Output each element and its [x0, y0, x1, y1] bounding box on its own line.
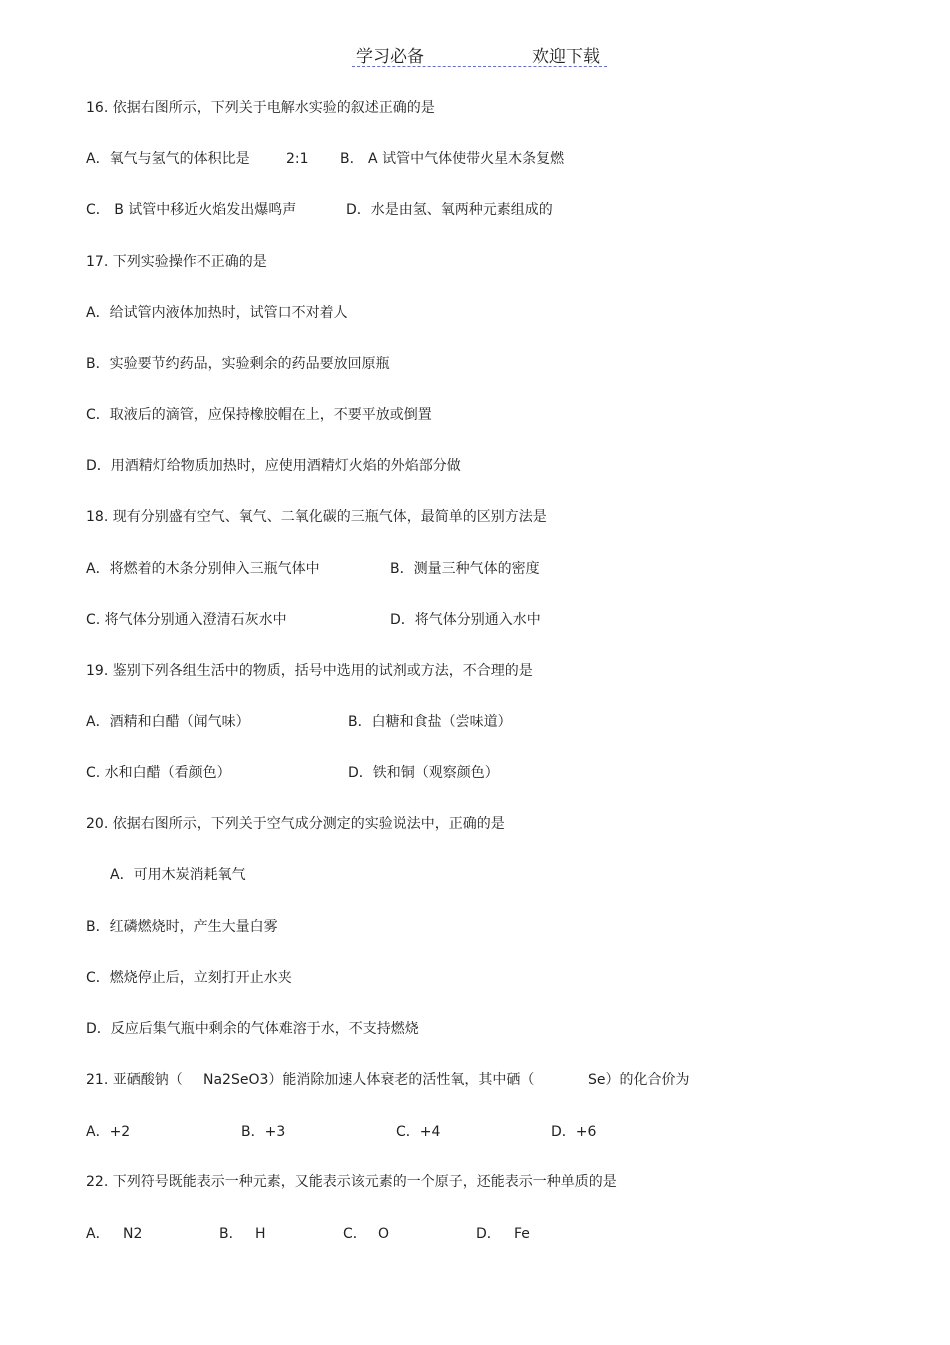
q21-option-a: A．+2	[86, 1124, 131, 1140]
q21-text-part3: Se）的化合价为	[588, 1072, 690, 1088]
q18-option-b: B．测量三种气体的密度	[390, 561, 540, 577]
question-18: 18. 现有分别盛有空气、氧气、二氧化碳的三瓶气体，最简单的区别方法是	[86, 509, 547, 525]
q16-option-a: A．氧气与氢气的体积比是	[86, 151, 250, 167]
q16-option-c: C． B 试管中移近火焰发出爆鸣声	[86, 202, 297, 218]
q19-option-c: C. 水和白醋（看颜色）	[86, 765, 231, 781]
page-header	[352, 40, 607, 67]
q22-option-c-value: O	[378, 1226, 390, 1242]
q20-option-c: C．燃烧停止后，立刻打开止水夹	[86, 970, 292, 986]
q21-text-part1: 21. 亚硒酸钠（	[86, 1072, 183, 1088]
q22-option-a-label: A．	[86, 1226, 110, 1242]
q19-option-a: A．酒精和白醋（闻气味）	[86, 714, 250, 730]
q18-option-d: D．将气体分别通入水中	[390, 612, 541, 628]
q22-option-b-value: H	[255, 1226, 266, 1242]
q17-option-b: B．实验要节约药品，实验剩余的药品要放回原瓶	[86, 356, 390, 372]
q20-option-b: B．红磷燃烧时，产生大量白雾	[86, 919, 278, 935]
q18-option-a: A．将燃着的木条分别伸入三瓶气体中	[86, 561, 320, 577]
q17-option-d: D．用酒精灯给物质加热时，应使用酒精灯火焰的外焰部分做	[86, 458, 461, 474]
question-16: 16. 依据右图所示，下列关于电解水实验的叙述正确的是	[86, 100, 435, 116]
question-17: 17. 下列实验操作不正确的是	[86, 254, 267, 270]
q19-option-b: B．白糖和食盐（尝味道）	[348, 714, 512, 730]
header-right-text: 欢迎下载	[532, 47, 600, 67]
q22-option-a-value: N2	[123, 1226, 143, 1242]
q16-option-d: D．水是由氢、氧两种元素组成的	[346, 202, 553, 218]
q22-option-d-label: D．	[476, 1226, 501, 1242]
question-19: 19. 鉴别下列各组生活中的物质，括号中选用的试剂或方法，不合理的是	[86, 663, 533, 679]
q17-option-a: A．给试管内液体加热时，试管口不对着人	[86, 305, 348, 321]
q21-option-c: C．+4	[396, 1124, 441, 1140]
q19-option-d: D．铁和铜（观察颜色）	[348, 765, 499, 781]
q21-option-b: B．+3	[241, 1124, 286, 1140]
q18-option-c: C. 将气体分别通入澄清石灰水中	[86, 612, 287, 628]
q21-option-d: D．+6	[551, 1124, 597, 1140]
q21-text-part2: Na2SeO3）能消除加速人体衰老的活性氧，其中硒（	[203, 1072, 535, 1088]
question-20: 20. 依据右图所示，下列关于空气成分测定的实验说法中，正确的是	[86, 816, 505, 832]
q22-option-b-label: B．	[219, 1226, 243, 1242]
q22-option-d-value: Fe	[514, 1226, 530, 1242]
q20-option-a: A．可用木炭消耗氧气	[110, 867, 246, 883]
q16-option-b: B． A 试管中气体使带火星木条复燃	[340, 151, 565, 167]
q17-option-c: C．取液后的滴管，应保持橡胶帽在上，不要平放或倒置	[86, 407, 432, 423]
q16-ratio: 2:1	[286, 151, 309, 167]
q20-option-d: D．反应后集气瓶中剩余的气体难溶于水，不支持燃烧	[86, 1021, 419, 1037]
header-left-text: 学习必备	[356, 47, 424, 67]
q22-option-c-label: C．	[343, 1226, 367, 1242]
question-22: 22. 下列符号既能表示一种元素，又能表示该元素的一个原子，还能表示一种单质的是	[86, 1174, 617, 1190]
